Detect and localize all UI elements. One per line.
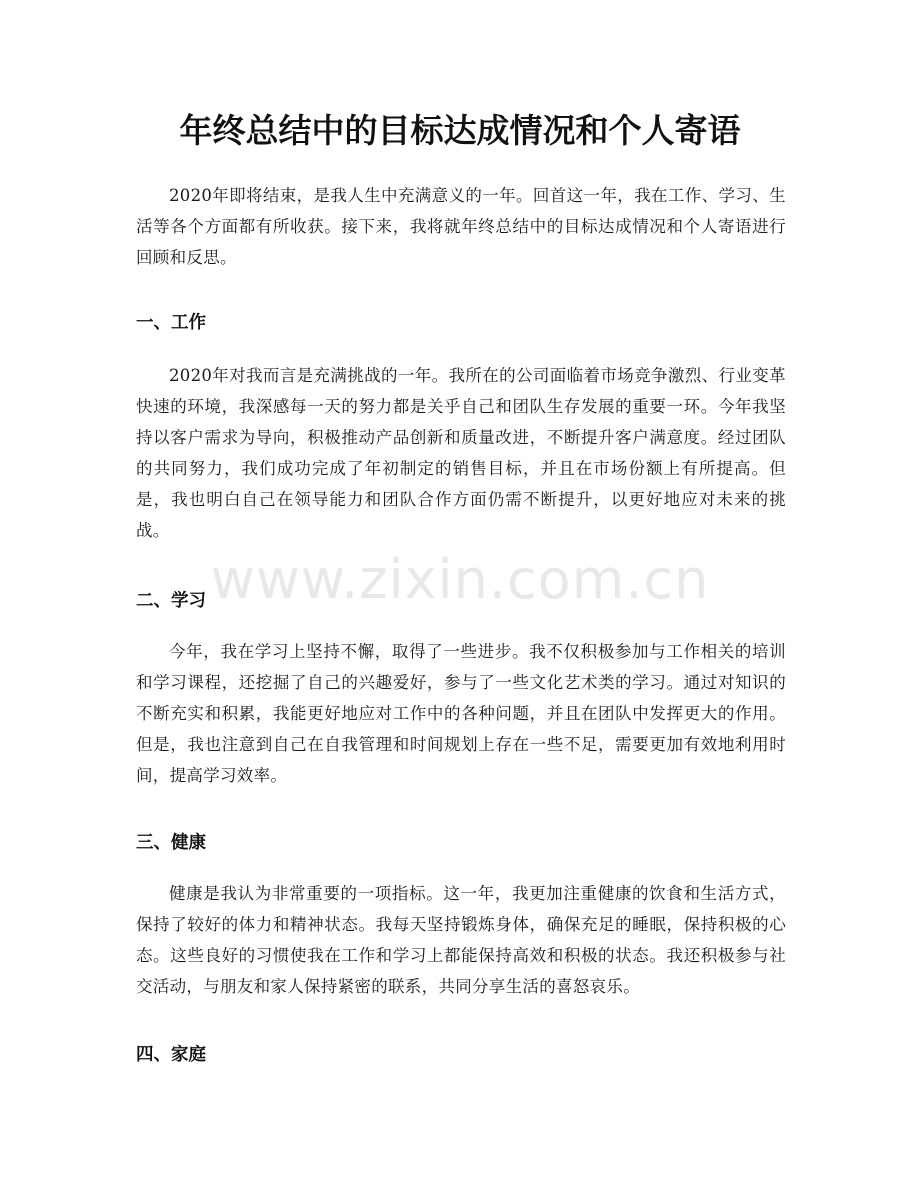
section-body-health: 健康是我认为非常重要的一项指标。这一年，我更加注重健康的饮食和生活方式，保持了较好的体力和精神状态。我每天坚持锻炼身体，确保充足的睡眠，保持积极的心态。这些良好的习惯使我在工作和学习上都能保持高效和积极的状态。我还积极参与社交活动，与朋友和家人保持紧密的联系，共同分享生活的喜怒哀乐。 bbox=[136, 884, 786, 996]
section-heading-work: 一、工作 bbox=[136, 313, 206, 333]
watermark: www.zixin.com.cn bbox=[210, 548, 710, 611]
document-title: 年终总结中的目标达成情况和个人寄语 bbox=[179, 111, 741, 150]
section-heading-family: 四、家庭 bbox=[136, 1045, 206, 1065]
intro-paragraph: 2020年即将结束，是我人生中充满意义的一年。回首这一年，我在工作、学习、生活等各个方面都有所收获。接下来，我将就年终总结中的目标达成情况和个人寄语进行回顾和反思。 bbox=[136, 186, 786, 267]
section-heading-health: 三、健康 bbox=[136, 833, 206, 853]
section-body-work: 2020年对我而言是充满挑战的一年。我所在的公司面临着市场竞争激烈、行业变革快速的环境，我深感每一天的努力都是关乎自己和团队生存发展的重要一环。今年我坚持以客户需求为导向，积极推动产品创新和质量改进，不断提升客户满意度。经过团队的共同努力，我们成功完成了年初制定的销售目标，并且在市场份额上有所提高。但是，我也明白自己在领导能力和团队合作方面仍需不断提升，以更好地应对未来的挑战。 bbox=[136, 366, 786, 540]
section-body-study: 今年，我在学习上坚持不懈，取得了一些进步。我不仅积极参加与工作相关的培训和学习课程，还挖掘了自己的兴趣爱好，参与了一些文化艺术类的学习。通过对知识的不断充实和积累，我能更好地应对工作中的各种问题，并且在团队中发挥更大的作用。但是，我也注意到自己在自我管理和时间规划上存在一些不足，需要更加有效地利用时间，提高学习效率。 bbox=[136, 642, 786, 785]
section-heading-study: 二、学习 bbox=[136, 591, 206, 611]
